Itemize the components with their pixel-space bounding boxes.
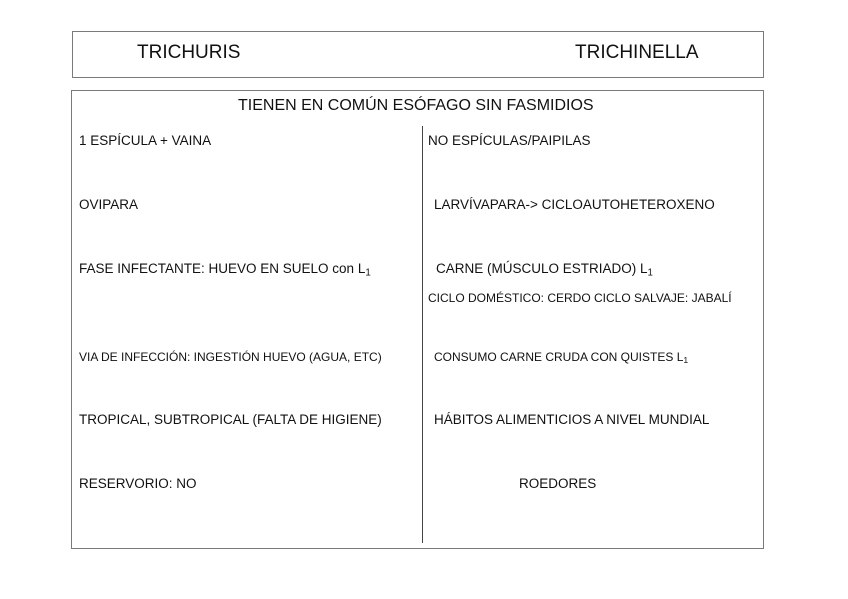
common-features: TIENEN EN COMÚN ESÓFAGO SIN FASMIDIOS <box>238 97 594 114</box>
trichuris-spicule: 1 ESPÍCULA + VAINA <box>79 133 212 148</box>
trichinella-reservoir: ROEDORES <box>519 476 597 491</box>
trichinella-infection-route: CONSUMO CARNE CRUDA CON QUISTES $L_1$ <box>434 350 689 366</box>
trichuris-reproduction: OVIPARA <box>79 197 139 212</box>
column-divider <box>422 126 423 543</box>
trichinella-cycles: CICLO DOMÉSTICO: CERDO CICLO SALVAJE: JABALÍ <box>428 291 732 305</box>
trichinella-infective-stage: CARNE (MÚSCULO ESTRIADO) $L_1$ <box>436 261 653 279</box>
trichuris-distribution: TROPICAL, SUBTROPICAL (FALTA DE HIGIENE) <box>79 412 382 427</box>
trichinella-distribution: HÁBITOS ALIMENTICIOS A NIVEL MUNDIAL <box>434 412 710 427</box>
trichuris-infective-stage: FASE INFECTANTE: HUEVO EN SUELO con $L_1$ <box>79 261 371 279</box>
trichinella-spicule: NO ESPÍCULAS/PAIPILAS <box>428 133 591 148</box>
trichuris-title: TRICHURIS <box>137 42 241 63</box>
trichuris-reservoir: RESERVORIO: NO <box>79 476 197 491</box>
trichinella-title: TRICHINELLA <box>575 42 699 63</box>
trichinella-reproduction: LARVÍVAPARA-> CICLOAUTOHETEROXENO <box>434 197 715 212</box>
trichuris-infection-route: VIA DE INFECCIÓN: INGESTIÓN HUEVO (AGUA, ETC) <box>79 350 382 364</box>
